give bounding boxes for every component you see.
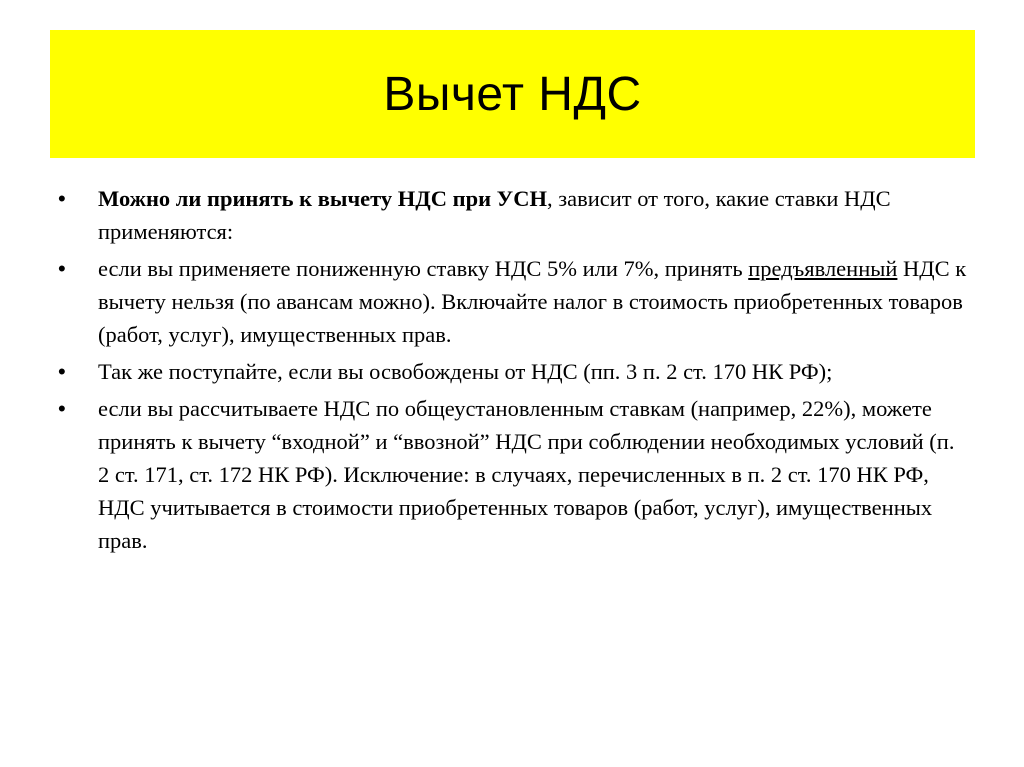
bullet-2-text-before: если вы применяете пониженную ставку НДС 5% или 7%, принять xyxy=(98,256,749,281)
bullet-item-2 xyxy=(58,252,968,351)
title-banner xyxy=(50,30,975,158)
bullet-3-text: Так же поступайте, если вы освобождены от НДС (пп. 3 п. 2 ст. 170 НК РФ); xyxy=(98,359,833,384)
bullet-item-3 xyxy=(58,355,968,388)
bullet-icon: • xyxy=(58,186,66,211)
bullet-1-bold-text: Можно ли принять к вычету НДС при УСН xyxy=(98,186,547,211)
slide-title: Вычет НДС xyxy=(383,67,642,121)
bullet-item-4 xyxy=(58,392,968,557)
bullet-2-text-after: НДС к вычету нельзя (по авансам можно). Включайте налог в стоимость приобретенных товаров (работ, услуг), имущественных прав. xyxy=(98,256,967,347)
bullet-4-text: если вы рассчитываете НДС по общеустановленным ставкам (например, 22%), можете принять к вычету “входной” и “ввозной” НДС при соблюдении необходимых условий (п. 2 ст. 171, ст. 172 НК РФ). Исключение: в случаях, перечисленных в п. 2 ст. 170 НК РФ, НДС учитывается в стоимости приобретенных товаров (работ, услуг), имущественных прав. xyxy=(98,396,955,553)
bullet-icon: • xyxy=(58,359,66,384)
bullet-icon: • xyxy=(58,396,66,421)
bullet-2-underlined-text: предъявленный xyxy=(748,256,898,281)
bullet-item-1 xyxy=(58,182,968,248)
bullet-list xyxy=(58,182,968,561)
bullet-1-text: , зависит от того, какие ставки НДС применяются: xyxy=(98,186,891,244)
bullet-icon: • xyxy=(58,256,66,281)
